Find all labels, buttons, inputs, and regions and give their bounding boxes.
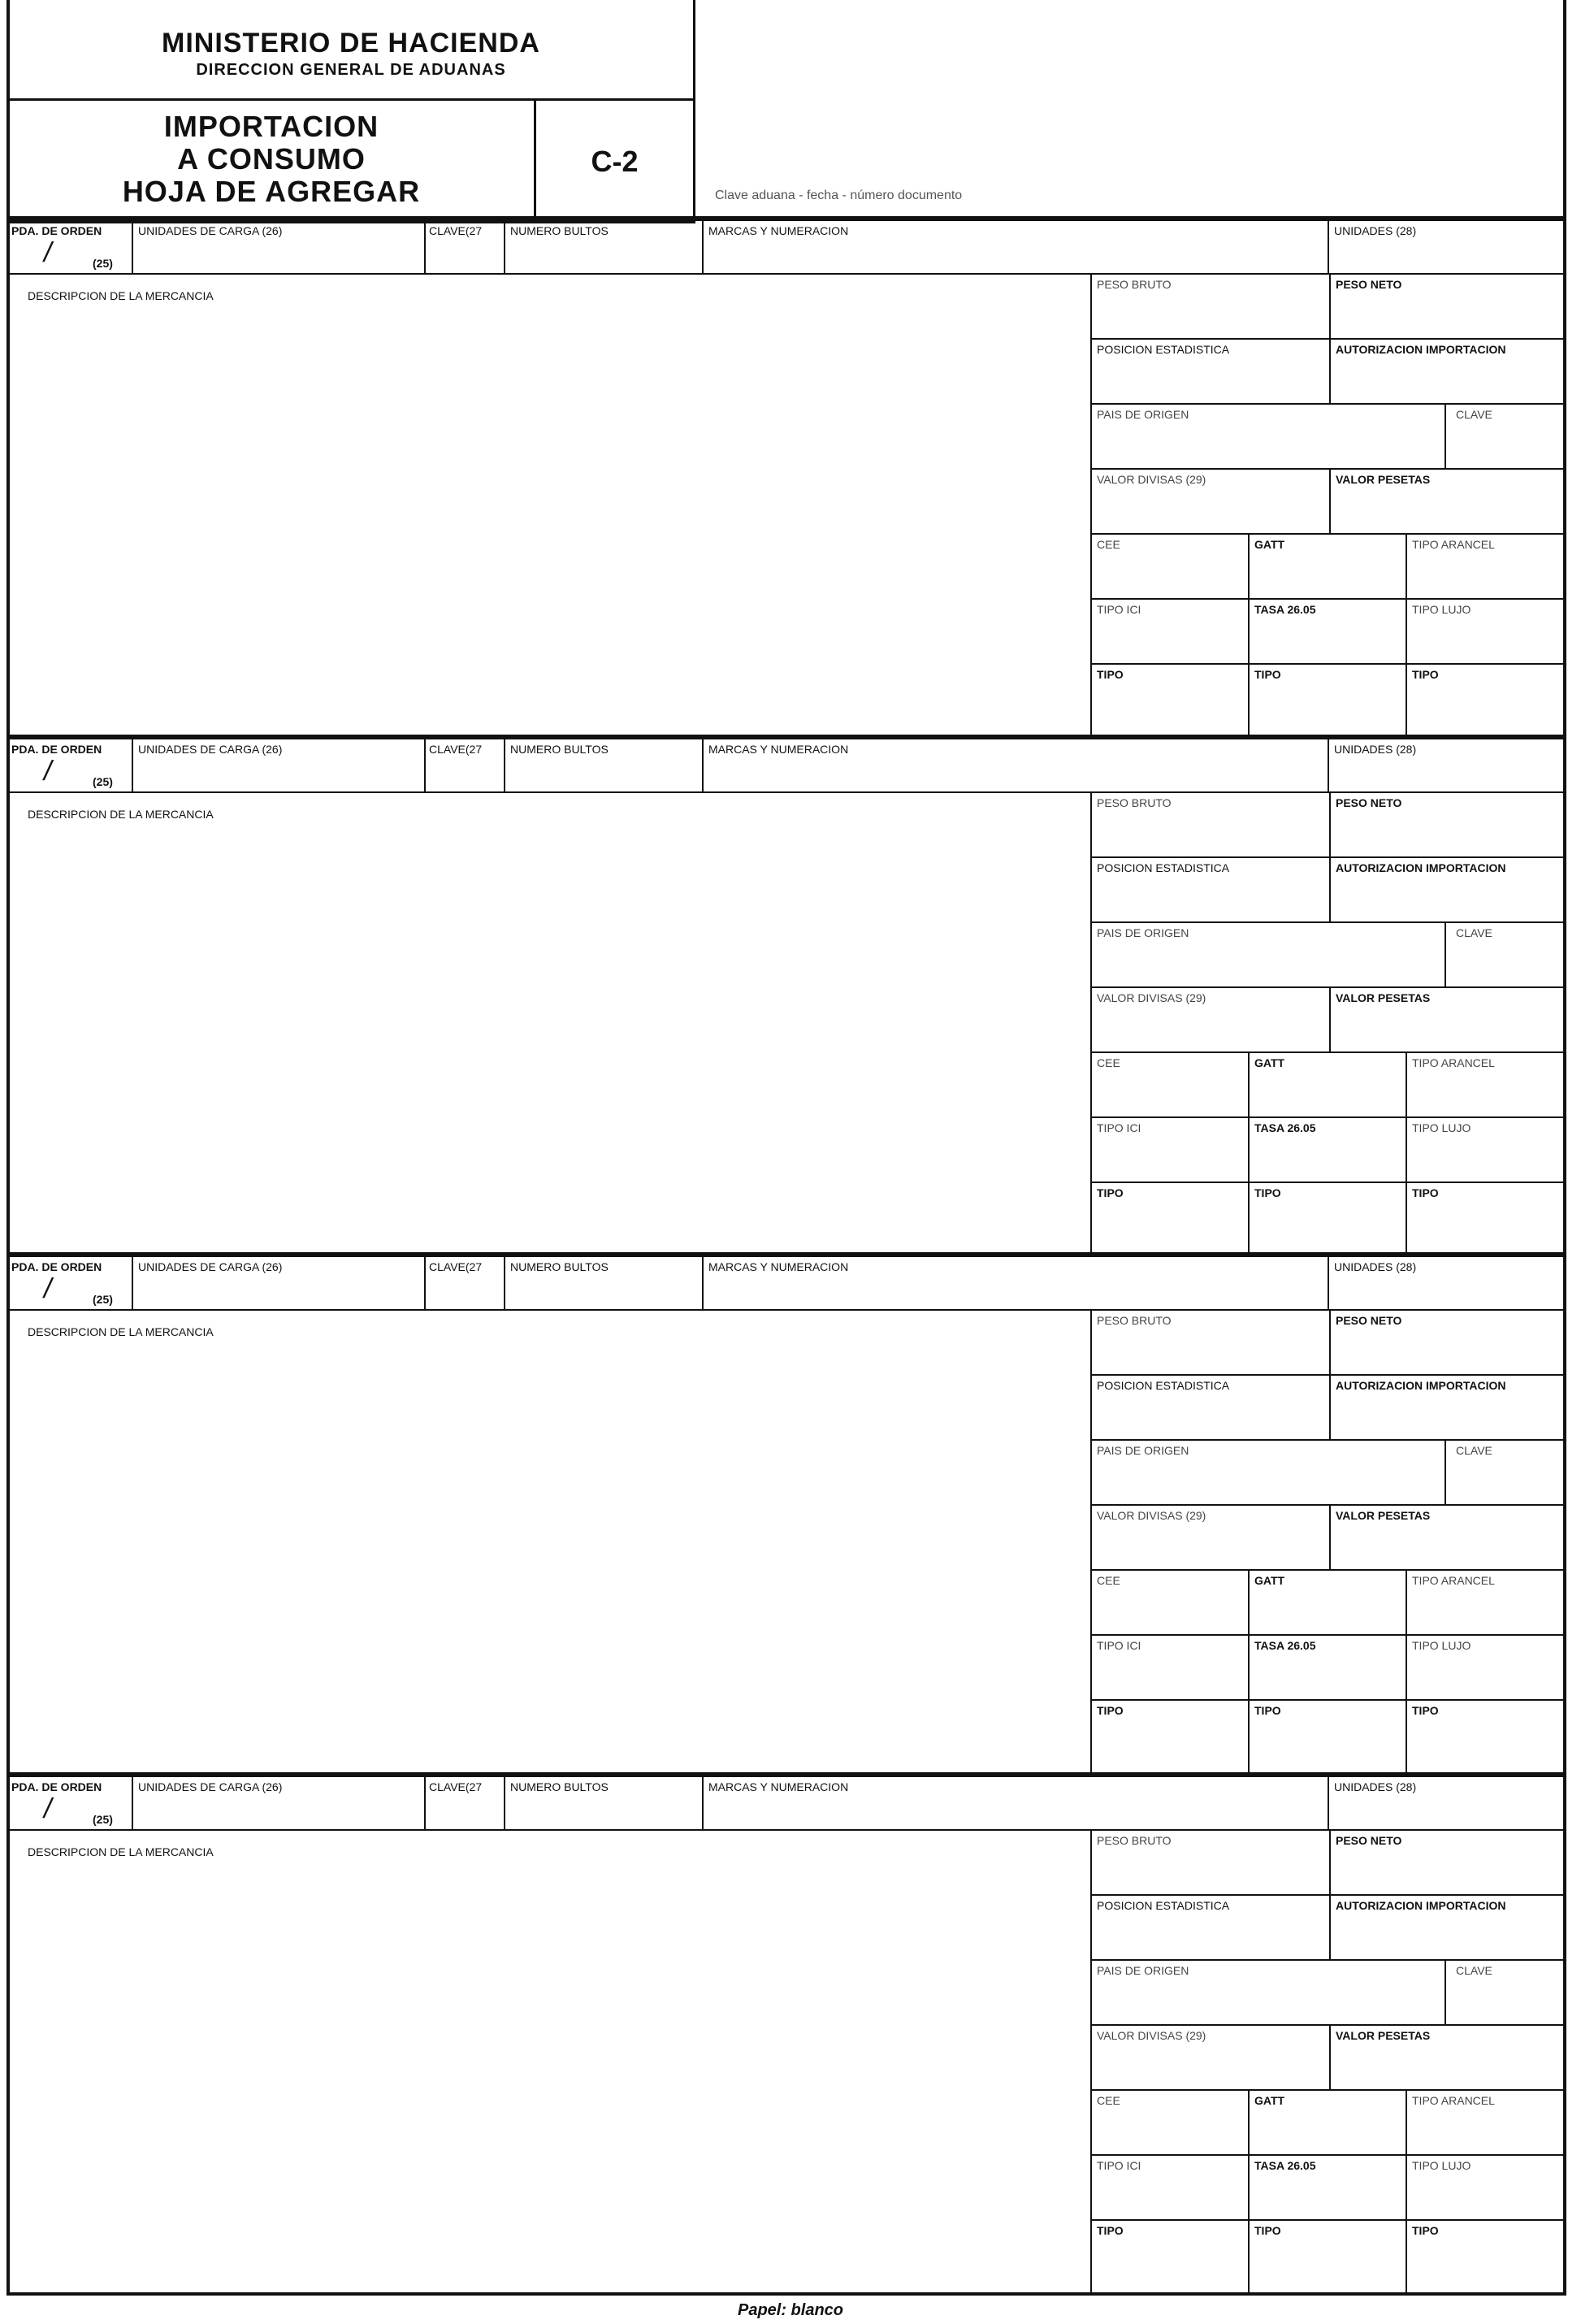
item2-valor-pesetas-label: VALOR PESETAS — [1336, 991, 1431, 1004]
item3-cee[interactable] — [1090, 1569, 1250, 1636]
item3-valor-divisas-label: VALOR DIVISAS (29) — [1097, 1509, 1206, 1522]
item2-cee-label: CEE — [1097, 1056, 1120, 1069]
item4-pais-origen[interactable] — [1090, 1959, 1446, 2026]
item2-pda-slash: / — [44, 756, 52, 787]
item2-pda-orden-label: PDA. DE ORDEN — [11, 743, 102, 756]
form-title-box — [6, 98, 536, 223]
item2-posicion-label: POSICION ESTADISTICA — [1097, 861, 1230, 874]
item1-autorizacion[interactable] — [1329, 338, 1566, 405]
item1-tipo-b-label: TIPO — [1254, 668, 1281, 681]
item3-tipo-c-label: TIPO — [1412, 1704, 1439, 1717]
item1-peso-bruto[interactable] — [1090, 273, 1331, 340]
item3-clave[interactable] — [1445, 1439, 1566, 1506]
item3-posicion-label: POSICION ESTADISTICA — [1097, 1379, 1230, 1392]
item2-cee[interactable] — [1090, 1051, 1250, 1118]
item3-numero-bultos-label: NUMERO BULTOS — [510, 1260, 609, 1273]
item3-pda-slash: / — [44, 1273, 52, 1304]
item1-tasa[interactable] — [1248, 598, 1407, 665]
item2-pda-num: (25) — [93, 775, 113, 788]
item1-pda-orden-label: PDA. DE ORDEN — [11, 224, 102, 237]
item1-tasa-label: TASA 26.05 — [1254, 603, 1316, 616]
item4-descripcion-label: DESCRIPCION DE LA MERCANCIA — [28, 1845, 214, 1858]
item2-gatt-label: GATT — [1254, 1056, 1285, 1069]
item1-unidades-carga-label: UNIDADES DE CARGA (26) — [138, 224, 283, 237]
item2-tipo-lujo-label: TIPO LUJO — [1412, 1121, 1471, 1134]
item4-valor-divisas-label: VALOR DIVISAS (29) — [1097, 2029, 1206, 2042]
item4-marcas-label: MARCAS Y NUMERACION — [708, 1780, 849, 1793]
item4-pda-orden[interactable] — [6, 1776, 133, 1831]
item3-autorizacion[interactable] — [1329, 1374, 1566, 1441]
item4-pda-slash: / — [44, 1793, 52, 1824]
item3-cee-label: CEE — [1097, 1574, 1120, 1587]
item3-tipo-arancel-label: TIPO ARANCEL — [1412, 1574, 1495, 1587]
item1-numero-bultos[interactable] — [504, 219, 704, 275]
item2-unidades-carga-label: UNIDADES DE CARGA (26) — [138, 743, 283, 756]
item3-tipo-lujo-label: TIPO LUJO — [1412, 1639, 1471, 1652]
item4-clave27[interactable] — [424, 1776, 505, 1831]
item2-autorizacion[interactable] — [1329, 856, 1566, 923]
item1-descripcion-label: DESCRIPCION DE LA MERCANCIA — [28, 289, 214, 302]
item4-peso-neto-label: PESO NETO — [1336, 1834, 1402, 1847]
item3-pda-orden[interactable] — [6, 1255, 133, 1311]
item4-valor-pesetas[interactable] — [1329, 2024, 1566, 2091]
item4-marcas[interactable] — [702, 1776, 1329, 1831]
item3-tipo-c[interactable] — [1406, 1699, 1566, 1774]
form-code: C-2 — [591, 145, 639, 178]
item2-valor-pesetas[interactable] — [1329, 986, 1566, 1053]
item3-tipo-arancel[interactable] — [1406, 1569, 1566, 1636]
item1-clave-label: CLAVE — [1456, 408, 1492, 421]
clave-document-label: Clave aduana - fecha - número documento — [715, 189, 963, 202]
item1-pda-slash: / — [44, 237, 52, 268]
item1-valor-pesetas[interactable] — [1329, 468, 1566, 535]
item1-valor-divisas-label: VALOR DIVISAS (29) — [1097, 473, 1206, 486]
item4-tipo-ici-label: TIPO ICI — [1097, 2159, 1141, 2172]
item3-tasa-label: TASA 26.05 — [1254, 1639, 1316, 1652]
item3-clave27-label: CLAVE(27 — [429, 1260, 483, 1273]
directorate-title: DIRECCION GENERAL DE ADUANAS — [196, 61, 506, 79]
item1-marcas-label: MARCAS Y NUMERACION — [708, 224, 849, 237]
item4-valor-divisas[interactable] — [1090, 2024, 1331, 2091]
item4-cee[interactable] — [1090, 2089, 1250, 2156]
item2-tasa[interactable] — [1248, 1116, 1407, 1183]
item4-tipo-b-label: TIPO — [1254, 2224, 1281, 2237]
item1-pda-num: (25) — [93, 257, 113, 270]
item2-tipo-a[interactable] — [1090, 1182, 1250, 1256]
item3-peso-bruto-label: PESO BRUTO — [1097, 1314, 1172, 1327]
item4-clave-label: CLAVE — [1456, 1964, 1492, 1977]
item3-tipo-b-label: TIPO — [1254, 1704, 1281, 1717]
item1-autorizacion-label: AUTORIZACION IMPORTACION — [1336, 343, 1506, 356]
item1-tipo-arancel-label: TIPO ARANCEL — [1412, 538, 1495, 551]
item3-valor-pesetas[interactable] — [1329, 1504, 1566, 1571]
item2-descripcion[interactable] — [6, 791, 1092, 1256]
item4-unidades-carga-label: UNIDADES DE CARGA (26) — [138, 1780, 283, 1793]
item2-clave[interactable] — [1445, 921, 1566, 988]
item1-valor-divisas[interactable] — [1090, 468, 1331, 535]
item4-tipo-a[interactable] — [1090, 2219, 1250, 2294]
item1-tipo-a[interactable] — [1090, 663, 1250, 738]
form-code-box — [534, 98, 695, 223]
item4-clave[interactable] — [1445, 1959, 1566, 2026]
item1-tipo-ici-label: TIPO ICI — [1097, 603, 1141, 616]
item2-unidades28[interactable] — [1328, 738, 1566, 793]
item3-gatt-label: GATT — [1254, 1574, 1285, 1587]
item2-tipo-b[interactable] — [1248, 1182, 1407, 1256]
item1-tipo-lujo[interactable] — [1406, 598, 1566, 665]
item3-autorizacion-label: AUTORIZACION IMPORTACION — [1336, 1379, 1506, 1392]
form-title-line3: HOJA DE AGREGAR — [122, 175, 421, 208]
item1-cee-label: CEE — [1097, 538, 1120, 551]
item2-tipo-c[interactable] — [1406, 1182, 1566, 1256]
item3-unidades-carga-label: UNIDADES DE CARGA (26) — [138, 1260, 283, 1273]
item1-gatt[interactable] — [1248, 533, 1407, 600]
item3-peso-bruto[interactable] — [1090, 1309, 1331, 1376]
item2-tipo-b-label: TIPO — [1254, 1186, 1281, 1199]
item4-unidades28-label: UNIDADES (28) — [1334, 1780, 1417, 1793]
item3-peso-neto[interactable] — [1329, 1309, 1566, 1376]
item2-peso-neto[interactable] — [1329, 791, 1566, 858]
item2-tipo-ici-label: TIPO ICI — [1097, 1121, 1141, 1134]
item1-posicion[interactable] — [1090, 338, 1331, 405]
item1-unidades28[interactable] — [1328, 219, 1566, 275]
item3-tasa[interactable] — [1248, 1634, 1407, 1701]
item2-pais-origen[interactable] — [1090, 921, 1446, 988]
item1-descripcion[interactable] — [6, 273, 1092, 738]
item2-tasa-label: TASA 26.05 — [1254, 1121, 1316, 1134]
item1-pais-origen-label: PAIS DE ORIGEN — [1097, 408, 1189, 421]
item4-cee-label: CEE — [1097, 2094, 1120, 2107]
item2-pais-origen-label: PAIS DE ORIGEN — [1097, 926, 1189, 939]
item3-clave27[interactable] — [424, 1255, 505, 1311]
item1-clave27-label: CLAVE(27 — [429, 224, 483, 237]
item3-marcas-label: MARCAS Y NUMERACION — [708, 1260, 849, 1273]
item2-clave27[interactable] — [424, 738, 505, 793]
item1-tipo-lujo-label: TIPO LUJO — [1412, 603, 1471, 616]
item2-numero-bultos-label: NUMERO BULTOS — [510, 743, 609, 756]
item1-marcas[interactable] — [702, 219, 1329, 275]
item1-tipo-arancel[interactable] — [1406, 533, 1566, 600]
item3-unidades-carga[interactable] — [132, 1255, 426, 1311]
item1-tipo-b[interactable] — [1248, 663, 1407, 738]
item4-posicion[interactable] — [1090, 1894, 1331, 1961]
item4-pais-origen-label: PAIS DE ORIGEN — [1097, 1964, 1189, 1977]
form-title-line1: IMPORTACION — [163, 110, 379, 143]
item3-pda-num: (25) — [93, 1293, 113, 1306]
item3-valor-pesetas-label: VALOR PESETAS — [1336, 1509, 1431, 1522]
item4-tipo-ici[interactable] — [1090, 2154, 1250, 2221]
item2-unidades28-label: UNIDADES (28) — [1334, 743, 1417, 756]
item3-tipo-a-label: TIPO — [1097, 1704, 1124, 1717]
item4-numero-bultos-label: NUMERO BULTOS — [510, 1780, 609, 1793]
item2-marcas[interactable] — [702, 738, 1329, 793]
item3-gatt[interactable] — [1248, 1569, 1407, 1636]
item2-peso-bruto[interactable] — [1090, 791, 1331, 858]
item4-peso-bruto[interactable] — [1090, 1829, 1331, 1896]
item1-peso-neto[interactable] — [1329, 273, 1566, 340]
item2-valor-divisas[interactable] — [1090, 986, 1331, 1053]
item1-gatt-label: GATT — [1254, 538, 1285, 551]
item4-unidades28[interactable] — [1328, 1776, 1566, 1831]
item1-tipo-a-label: TIPO — [1097, 668, 1124, 681]
item3-valor-divisas[interactable] — [1090, 1504, 1331, 1571]
item4-tipo-b[interactable] — [1248, 2219, 1407, 2294]
item4-tipo-arancel-label: TIPO ARANCEL — [1412, 2094, 1495, 2107]
item2-numero-bultos[interactable] — [504, 738, 704, 793]
item1-numero-bultos-label: NUMERO BULTOS — [510, 224, 609, 237]
item4-numero-bultos[interactable] — [504, 1776, 704, 1831]
item4-tipo-c-label: TIPO — [1412, 2224, 1439, 2237]
item2-tipo-arancel-label: TIPO ARANCEL — [1412, 1056, 1495, 1069]
item1-peso-neto-label: PESO NETO — [1336, 278, 1402, 291]
item2-tipo-a-label: TIPO — [1097, 1186, 1124, 1199]
item2-descripcion-label: DESCRIPCION DE LA MERCANCIA — [28, 808, 214, 821]
item4-unidades-carga[interactable] — [132, 1776, 426, 1831]
item1-clave27[interactable] — [424, 219, 505, 275]
item3-marcas[interactable] — [702, 1255, 1329, 1311]
item1-unidades-carga[interactable] — [132, 219, 426, 275]
item4-pda-orden-label: PDA. DE ORDEN — [11, 1780, 102, 1793]
item1-tipo-ici[interactable] — [1090, 598, 1250, 665]
item4-clave27-label: CLAVE(27 — [429, 1780, 483, 1793]
item4-pda-num: (25) — [93, 1813, 113, 1826]
item4-gatt-label: GATT — [1254, 2094, 1285, 2107]
item1-cee[interactable] — [1090, 533, 1250, 600]
item2-peso-neto-label: PESO NETO — [1336, 796, 1402, 809]
item4-tasa-label: TASA 26.05 — [1254, 2159, 1316, 2172]
item4-tipo-lujo[interactable] — [1406, 2154, 1566, 2221]
form-title-line2: A CONSUMO — [177, 142, 366, 176]
item3-tipo-ici-label: TIPO ICI — [1097, 1639, 1141, 1652]
item3-pais-origen[interactable] — [1090, 1439, 1446, 1506]
item3-pais-origen-label: PAIS DE ORIGEN — [1097, 1444, 1189, 1457]
item1-tipo-c[interactable] — [1406, 663, 1566, 738]
item4-tipo-a-label: TIPO — [1097, 2224, 1124, 2237]
item4-tipo-lujo-label: TIPO LUJO — [1412, 2159, 1471, 2172]
item3-tipo-a[interactable] — [1090, 1699, 1250, 1774]
item4-peso-bruto-label: PESO BRUTO — [1097, 1834, 1172, 1847]
item2-peso-bruto-label: PESO BRUTO — [1097, 796, 1172, 809]
item1-clave[interactable] — [1445, 403, 1566, 470]
item4-tipo-c[interactable] — [1406, 2219, 1566, 2294]
item2-tipo-lujo[interactable] — [1406, 1116, 1566, 1183]
item2-tipo-c-label: TIPO — [1412, 1186, 1439, 1199]
ministry-box — [6, 0, 695, 101]
item3-peso-neto-label: PESO NETO — [1336, 1314, 1402, 1327]
item2-gatt[interactable] — [1248, 1051, 1407, 1118]
item1-pais-origen[interactable] — [1090, 403, 1446, 470]
item1-tipo-c-label: TIPO — [1412, 668, 1439, 681]
item4-tipo-arancel[interactable] — [1406, 2089, 1566, 2156]
item3-tipo-ici[interactable] — [1090, 1634, 1250, 1701]
item4-posicion-label: POSICION ESTADISTICA — [1097, 1899, 1230, 1912]
item3-tipo-b[interactable] — [1248, 1699, 1407, 1774]
item2-tipo-arancel[interactable] — [1406, 1051, 1566, 1118]
item3-unidades28-label: UNIDADES (28) — [1334, 1260, 1417, 1273]
item3-posicion[interactable] — [1090, 1374, 1331, 1441]
item2-unidades-carga[interactable] — [132, 738, 426, 793]
item4-valor-pesetas-label: VALOR PESETAS — [1336, 2029, 1431, 2042]
item3-descripcion[interactable] — [6, 1309, 1092, 1774]
item2-autorizacion-label: AUTORIZACION IMPORTACION — [1336, 861, 1506, 874]
item4-autorizacion-label: AUTORIZACION IMPORTACION — [1336, 1899, 1506, 1912]
item2-tipo-ici[interactable] — [1090, 1116, 1250, 1183]
item2-pda-orden[interactable] — [6, 738, 133, 793]
item2-clave27-label: CLAVE(27 — [429, 743, 483, 756]
item4-peso-neto[interactable] — [1329, 1829, 1566, 1896]
item3-tipo-lujo[interactable] — [1406, 1634, 1566, 1701]
item2-clave-label: CLAVE — [1456, 926, 1492, 939]
item3-clave-label: CLAVE — [1456, 1444, 1492, 1457]
item2-posicion[interactable] — [1090, 856, 1331, 923]
item3-numero-bultos[interactable] — [504, 1255, 704, 1311]
item2-valor-divisas-label: VALOR DIVISAS (29) — [1097, 991, 1206, 1004]
item4-autorizacion[interactable] — [1329, 1894, 1566, 1961]
item4-gatt[interactable] — [1248, 2089, 1407, 2156]
item4-tasa[interactable] — [1248, 2154, 1407, 2221]
item3-descripcion-label: DESCRIPCION DE LA MERCANCIA — [28, 1325, 214, 1338]
ministry-title: MINISTERIO DE HACIENDA — [162, 28, 540, 59]
item1-pda-orden[interactable] — [6, 219, 133, 275]
item2-marcas-label: MARCAS Y NUMERACION — [708, 743, 849, 756]
item1-peso-bruto-label: PESO BRUTO — [1097, 278, 1172, 291]
item3-unidades28[interactable] — [1328, 1255, 1566, 1311]
item1-posicion-label: POSICION ESTADISTICA — [1097, 343, 1230, 356]
item3-pda-orden-label: PDA. DE ORDEN — [11, 1260, 102, 1273]
item1-unidades28-label: UNIDADES (28) — [1334, 224, 1417, 237]
paper-note: Papel: blanco — [737, 2301, 844, 2319]
item1-valor-pesetas-label: VALOR PESETAS — [1336, 473, 1431, 486]
item4-descripcion[interactable] — [6, 1829, 1092, 2294]
